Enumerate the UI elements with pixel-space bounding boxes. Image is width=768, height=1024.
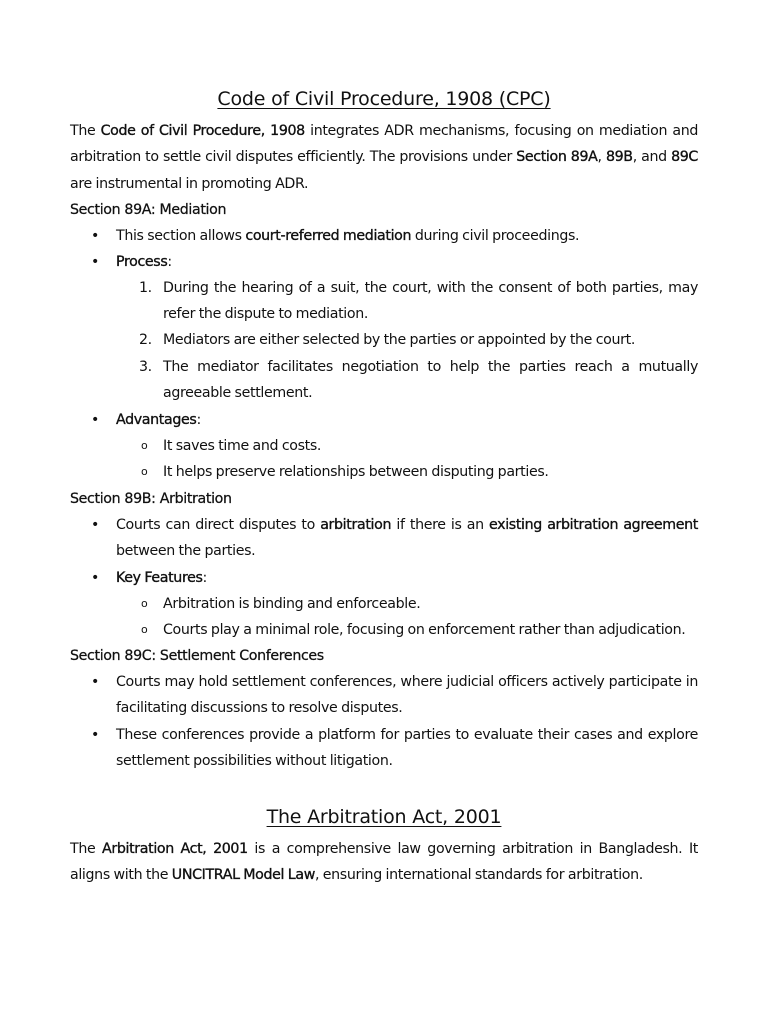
sub-bullet-marker: o: [141, 623, 148, 636]
sub-bullet-marker: o: [141, 597, 148, 610]
advantages-label: Advantages: [116, 412, 197, 428]
bullet-marker: •: [91, 412, 100, 428]
sub-bullet-marker: o: [141, 439, 148, 452]
section-89b-ref: 89B: [605, 149, 633, 166]
section-89c-ref: 89C: [671, 149, 698, 166]
sub-bullet-marker: o: [141, 465, 148, 478]
list-item: 1. During the hearing of a suit, the court, with the consent of both parties, may refer the dispute to mediation.: [139, 275, 698, 327]
cpc-name-bold: Code of Civil Procedure, 1908: [100, 123, 305, 139]
bullet-marker: •: [91, 570, 100, 586]
section-89c-heading: Section 89C: Settlement Conferences: [70, 648, 324, 664]
key-features-label: Key Features: [116, 570, 203, 586]
bullet-marker: •: [91, 674, 100, 690]
document-page: Code of Civil Procedure, 1908 (CPC) The Code of Civil Procedure, 1908 integrates ADR mechanisms, focusing on mediation and arbitration to settle civil disputes efficiently. The provisions under Section 89A, 89B, and 89C are instrumental in promoting ADR. Section 89A: Mediation • This section allows court-referred mediation during civil proceedings. • Process: 1. During the hearing of a suit, the court, with the consent of both parties, may refer the dispute to mediation. 2. Mediators are either selected by the parties or appointed by the court. 3. The mediator facilitates negotiation to help the parties reach a mutually agreeable settlement. • Advantages: o It saves time and costs. o It helps preserve relationships between disputing parties. Section 89B: Arbitration • Courts can direct disputes to arbitration if there is an existing arbitration agreement between the parties. • Key Features: o Arbitration is binding and enforceable. o Courts play a minimal role, focusing on enforcement rather than adjudication. Section 89C: Settlement Conferences • Courts may hold settlement conferences, where judicial officers actively participate in facilitating discussions to resolve disputes. • These conferences provide a platform for parties to evaluate their cases and explore settlement possibilities without litigation. The Arbitration Act, 2001 The Arbitration Act, 2001 is a comprehensive law governing arbitration in Bangladesh. It aligns with the UNCITRAL Model Law, ensuring international standards for arbitration.: [0, 0, 768, 1024]
step-number: 1.: [139, 280, 152, 296]
section-89a-ref: Section 89A: [516, 149, 598, 166]
arbitration-act-name-bold: Arbitration Act, 2001: [101, 841, 248, 857]
section-89a-heading: Section 89A: Mediation: [70, 202, 227, 218]
cpc-intro-paragraph: The Code of Civil Procedure, 1908 integrates ADR mechanisms, focusing on mediation and arbitration to settle civil disputes efficiently. The provisions under Section 89A, 89B, and 89C are instrumental in promoting ADR.: [70, 123, 699, 192]
cpc-title: Code of Civil Procedure, 1908 (CPC): [217, 88, 551, 110]
step-number: 2.: [139, 332, 152, 348]
uncitral-bold: UNCITRAL Model Law: [171, 867, 315, 884]
bullet-marker: •: [91, 727, 100, 743]
section-89b-heading: Section 89B: Arbitration: [70, 491, 232, 507]
bullet-marker: •: [91, 228, 100, 244]
bullet-marker: •: [91, 517, 100, 533]
arbitration-act-intro: The Arbitration Act, 2001 is a comprehensive law governing arbitration in Bangladesh. It aligns with the UNCITRAL Model Law, ensuring international standards for arbitration.: [70, 841, 699, 884]
step-number: 3.: [139, 359, 152, 375]
arbitration-act-title: The Arbitration Act, 2001: [266, 806, 502, 828]
process-label: Process: [116, 254, 168, 270]
bullet-marker: •: [91, 254, 100, 270]
